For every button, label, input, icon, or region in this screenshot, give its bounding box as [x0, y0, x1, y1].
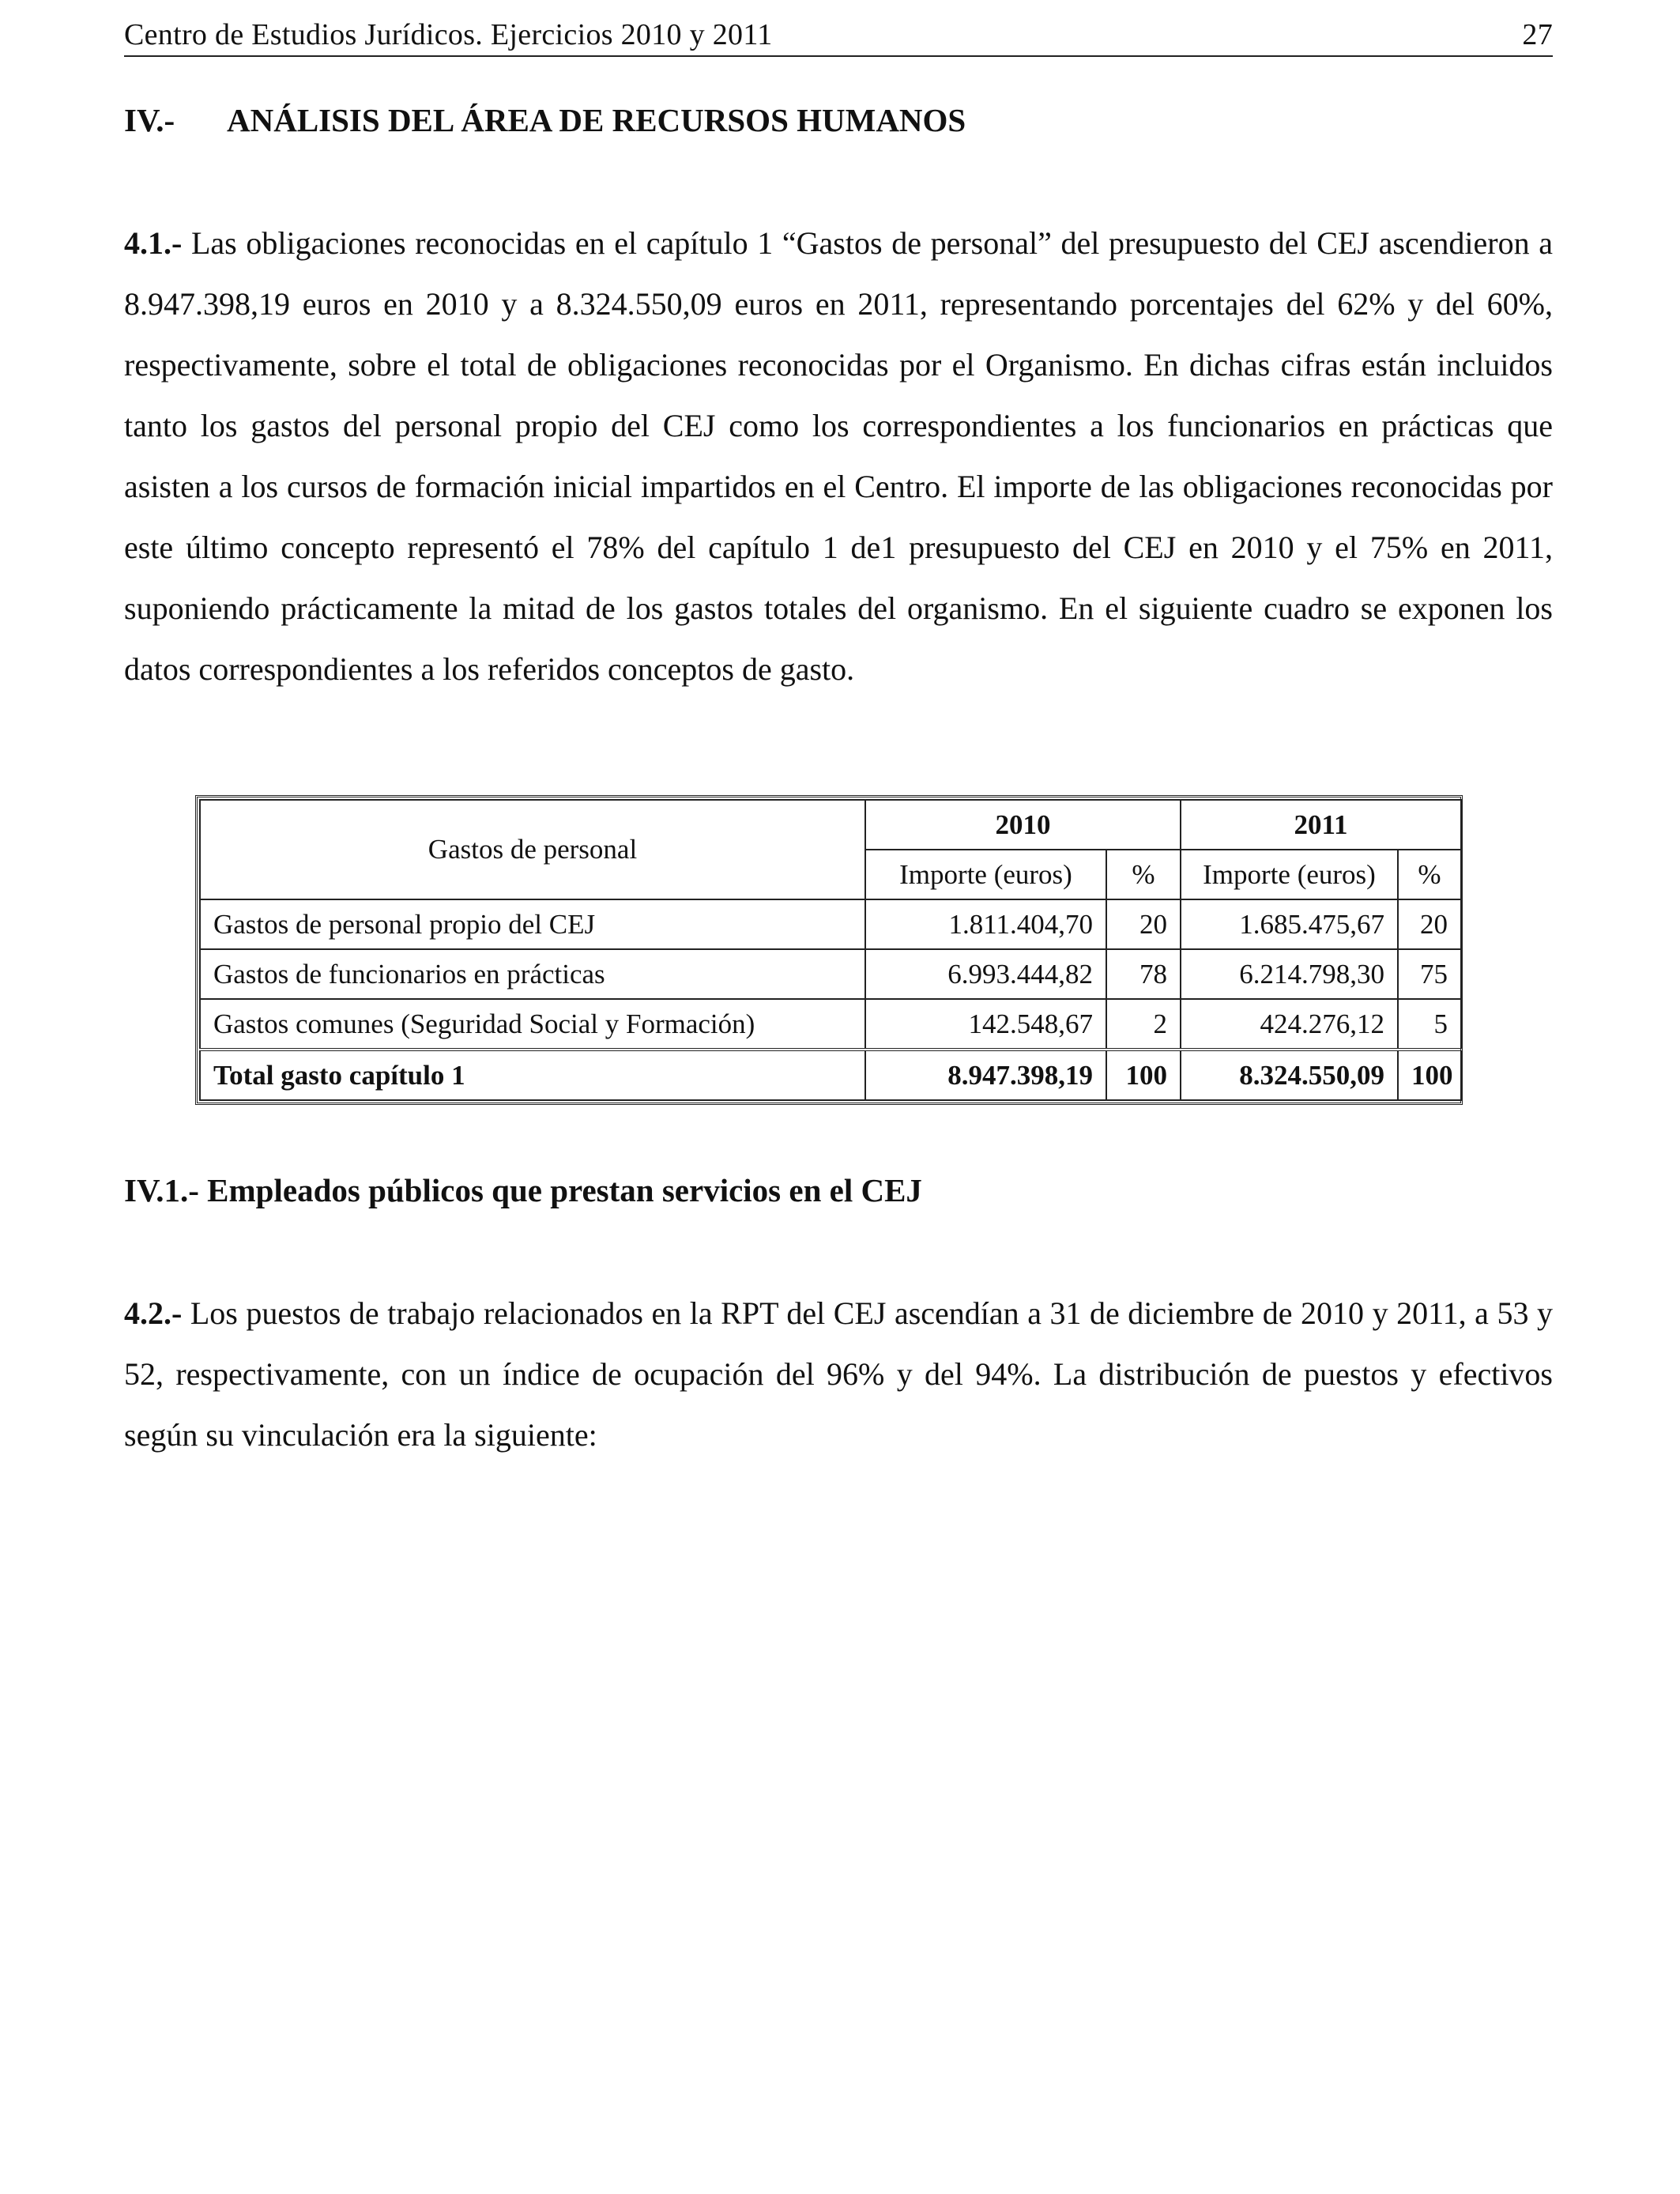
- paragraph-4-2-text: Los puestos de trabajo relacionados en la RPT del CEJ ascendían a 31 de diciembre de 2010 y 2011, a 53 y 52, respectivamente, con un índice de ocupación del 96% y del 94%. La distribución de puestos y efectivos según su vinculación era la siguiente:: [124, 1295, 1553, 1453]
- personnel-expenses-table: [195, 795, 1463, 1105]
- importe-2010-header: Importe (euros): [865, 850, 1106, 899]
- paragraph-4-2-number: 4.2.-: [124, 1295, 183, 1331]
- paragraph-4-2: [124, 1283, 1553, 1465]
- year-2011-header: 2011: [1181, 800, 1461, 850]
- page-number: 27: [1522, 18, 1553, 51]
- section-heading: [124, 98, 966, 142]
- pct-2011-header: %: [1398, 850, 1461, 899]
- row-pct-2011: 75: [1398, 949, 1461, 999]
- table-header-row: [200, 800, 1461, 850]
- total-concept: Total gasto capítulo 1: [200, 1050, 865, 1100]
- row-importe-2011: 1.685.475,67: [1181, 899, 1398, 949]
- year-2010-header: 2010: [865, 800, 1181, 850]
- row-importe-2011: 6.214.798,30: [1181, 949, 1398, 999]
- row-concept: Gastos comunes (Seguridad Social y Formación): [200, 999, 865, 1050]
- row-importe-2010: 6.993.444,82: [865, 949, 1106, 999]
- header-title: Centro de Estudios Jurídicos. Ejercicios 2010 y 2011: [124, 18, 773, 51]
- row-importe-2011: 424.276,12: [1181, 999, 1398, 1050]
- total-importe-2010: 8.947.398,19: [865, 1050, 1106, 1100]
- row-importe-2010: 142.548,67: [865, 999, 1106, 1050]
- section-title: ANÁLISIS DEL ÁREA DE RECURSOS HUMANOS: [227, 102, 966, 138]
- row-pct-2011: 5: [1398, 999, 1461, 1050]
- page-header: [124, 14, 1553, 57]
- pct-2010-header: %: [1106, 850, 1181, 899]
- total-importe-2011: 8.324.550,09: [1181, 1050, 1398, 1100]
- total-pct-2011: 100: [1398, 1050, 1461, 1100]
- importe-2011-header: Importe (euros): [1181, 850, 1398, 899]
- section-number: IV.-: [124, 102, 175, 138]
- subsection-heading: IV.1.- Empleados públicos que prestan servicios en el CEJ: [124, 1172, 922, 1208]
- table-row: [200, 899, 1461, 949]
- table-total-row: [200, 1050, 1461, 1100]
- row-pct-2010: 2: [1106, 999, 1181, 1050]
- table-row: [200, 949, 1461, 999]
- row-importe-2010: 1.811.404,70: [865, 899, 1106, 949]
- row-pct-2011: 20: [1398, 899, 1461, 949]
- row-concept: Gastos de personal propio del CEJ: [200, 899, 865, 949]
- concept-column-header: Gastos de personal: [200, 800, 865, 899]
- paragraph-4-1: [124, 213, 1553, 699]
- row-pct-2010: 20: [1106, 899, 1181, 949]
- row-pct-2010: 78: [1106, 949, 1181, 999]
- total-pct-2010: 100: [1106, 1050, 1181, 1100]
- table-row: [200, 999, 1461, 1050]
- paragraph-4-1-text: Las obligaciones reconocidas en el capítulo 1 “Gastos de personal” del presupuesto del CEJ ascendieron a 8.947.398,19 euros en 2010 y a 8.324.550,09 euros en 2011, representando porcentajes del 62% y del 60%, respectivamente, sobre el total de obligaciones reconocidas por el Organismo. En dichas cifras están incluidos tanto los gastos del personal propio del CEJ como los correspondientes a los funcionarios en prácticas que asisten a los cursos de formación inicial impartidos en el Centro. El importe de las obligaciones reconocidas por este último concepto representó el 78% del capítulo 1 de1 presupuesto del CEJ en 2010 y el 75% en 2011, suponiendo prácticamente la mitad de los gastos totales del organismo. En el siguiente cuadro se exponen los datos correspondientes a los referidos conceptos de gasto.: [124, 225, 1553, 687]
- paragraph-4-1-number: 4.1.-: [124, 225, 183, 261]
- row-concept: Gastos de funcionarios en prácticas: [200, 949, 865, 999]
